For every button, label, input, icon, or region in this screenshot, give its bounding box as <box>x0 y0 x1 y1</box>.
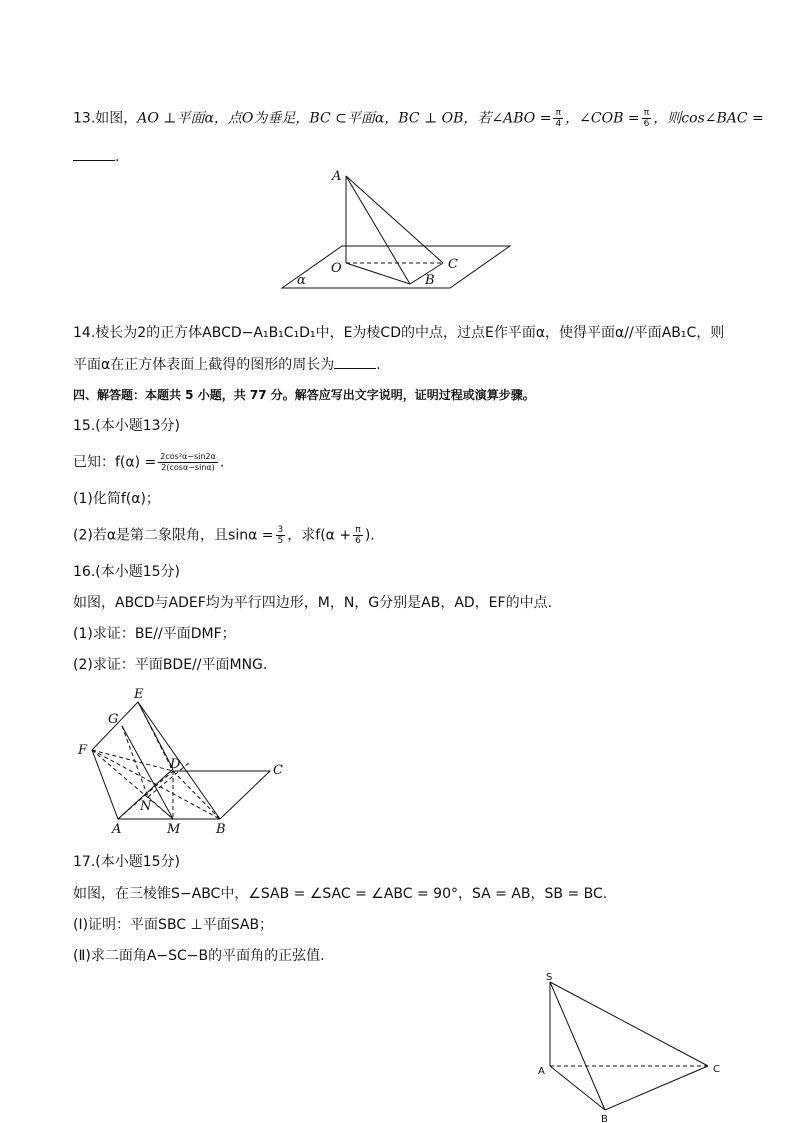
label-O: O <box>331 261 342 276</box>
edge-AC <box>346 176 443 263</box>
q14-answer-blank[interactable] <box>334 354 376 369</box>
q16-statement: 如图，ABCD与ADEF均为平行四边形，M，N，G分别是AB，AD，EF的中点. <box>73 595 553 611</box>
label-C: C <box>448 257 458 272</box>
label-E: E <box>134 687 144 702</box>
label-alpha: α <box>297 273 306 288</box>
edge-AB <box>550 1066 605 1110</box>
edge-SB <box>550 982 605 1110</box>
q14-text1: 14.棱长为2的正方体ABCD−A₁B₁C₁D₁中，E为棱CD的中点，过点E作平面α，使得平面α//平面AB₁C，则 <box>73 325 725 341</box>
q13-frac-abo: $\frac{\pi}{4}$ <box>555 108 562 129</box>
label-F: F <box>78 743 88 758</box>
q15-part2: (2)若α是第二象限角，且sinα = $\frac{3}{5}$ ，求f(α + $\frac{\pi}{6}$ ). <box>73 525 375 546</box>
q16-part1: (1)求证：BE//平面DMF； <box>73 626 236 642</box>
q17-statement: 如图，在三棱锥S−ABC中，∠SAB = ∠SAC = ∠ABC = 90°，SA = AB，SB = BC. <box>73 886 608 902</box>
q16-part2: (2)求证：平面BDE//平面MNG. <box>73 657 268 673</box>
label-C: C <box>273 763 283 778</box>
q14-text2: 平面α在正方体表面上截得的图形的周长为 <box>73 357 335 373</box>
q14-line2: 平面α在正方体表面上截得的图形的周长为 . <box>73 354 381 375</box>
label-A: A <box>112 822 122 837</box>
label-N: N <box>140 799 152 814</box>
q13-condition: AO ⊥平面α，点O为垂足，BC ⊂平面α，BC ⊥ OB，若∠ABO = <box>137 110 552 127</box>
label-G: G <box>108 712 119 727</box>
label-S: S <box>546 972 553 983</box>
label-B: B <box>601 1114 608 1123</box>
label-B: B <box>216 822 226 837</box>
section-4-heading: 四、解答题：本题共 5 小题，共 77 分。解答应写出文字说明，证明过程或演算步骤。 <box>73 388 535 402</box>
q13-line2 <box>73 146 119 167</box>
q17-part1: (Ⅰ)证明：平面SBC ⊥平面SAB； <box>73 917 274 933</box>
q15-frac-sin: $\frac{3}{5}$ <box>277 525 284 546</box>
q13-mid: ，∠COB = <box>565 110 640 127</box>
q13-frac-cob: $\frac{\pi}{6}$ <box>643 108 650 129</box>
q13-answer-blank[interactable] <box>73 146 115 161</box>
q15-frac: $\frac{\text{2cos²α−sin2α}}{2(\cos\alpha-\sin\alpha)}$ <box>160 452 216 472</box>
plane-alpha <box>282 246 510 288</box>
q15-given: 已知：f(α) = $\frac{\text{2cos²α−sin2α}}{2(\cos\alpha-\sin\alpha)}$ . <box>73 452 225 472</box>
label-B: B <box>425 273 435 288</box>
q13-end: . <box>115 149 120 165</box>
figure-q16 <box>70 684 300 839</box>
q13-ask: ，则cos∠BAC = <box>653 110 764 127</box>
edge-BC <box>605 1066 708 1110</box>
label-D: D <box>170 757 181 772</box>
q17-head: 17.(本小题15分) <box>73 854 181 870</box>
q17-part2: (Ⅱ)求二面角A−SC−B的平面角的正弦值. <box>73 948 325 964</box>
edge-DB <box>173 771 220 819</box>
edge-OB <box>346 263 410 284</box>
q15-frac-pi6: $\frac{\pi}{6}$ <box>355 525 361 546</box>
label-C: C <box>713 1064 720 1075</box>
q13-line1 <box>73 108 764 129</box>
q13-prefix: 13.如图， <box>73 110 138 127</box>
label-A: A <box>332 169 342 184</box>
q15-part1: (1)化简f(α)； <box>73 491 160 507</box>
figure-q13 <box>270 160 530 295</box>
q15-given-label: 已知：f(α) = <box>73 454 157 471</box>
edge-FB <box>92 750 220 819</box>
label-M: M <box>167 822 181 837</box>
edge-AB <box>346 176 410 284</box>
q15-head: 15.(本小题13分) <box>73 418 181 434</box>
q16-head: 16.(本小题15分) <box>73 564 181 580</box>
q14-line1 <box>73 323 724 343</box>
label-A: A <box>538 1066 545 1077</box>
edge-SC <box>550 982 708 1066</box>
figure-q17 <box>530 968 730 1123</box>
